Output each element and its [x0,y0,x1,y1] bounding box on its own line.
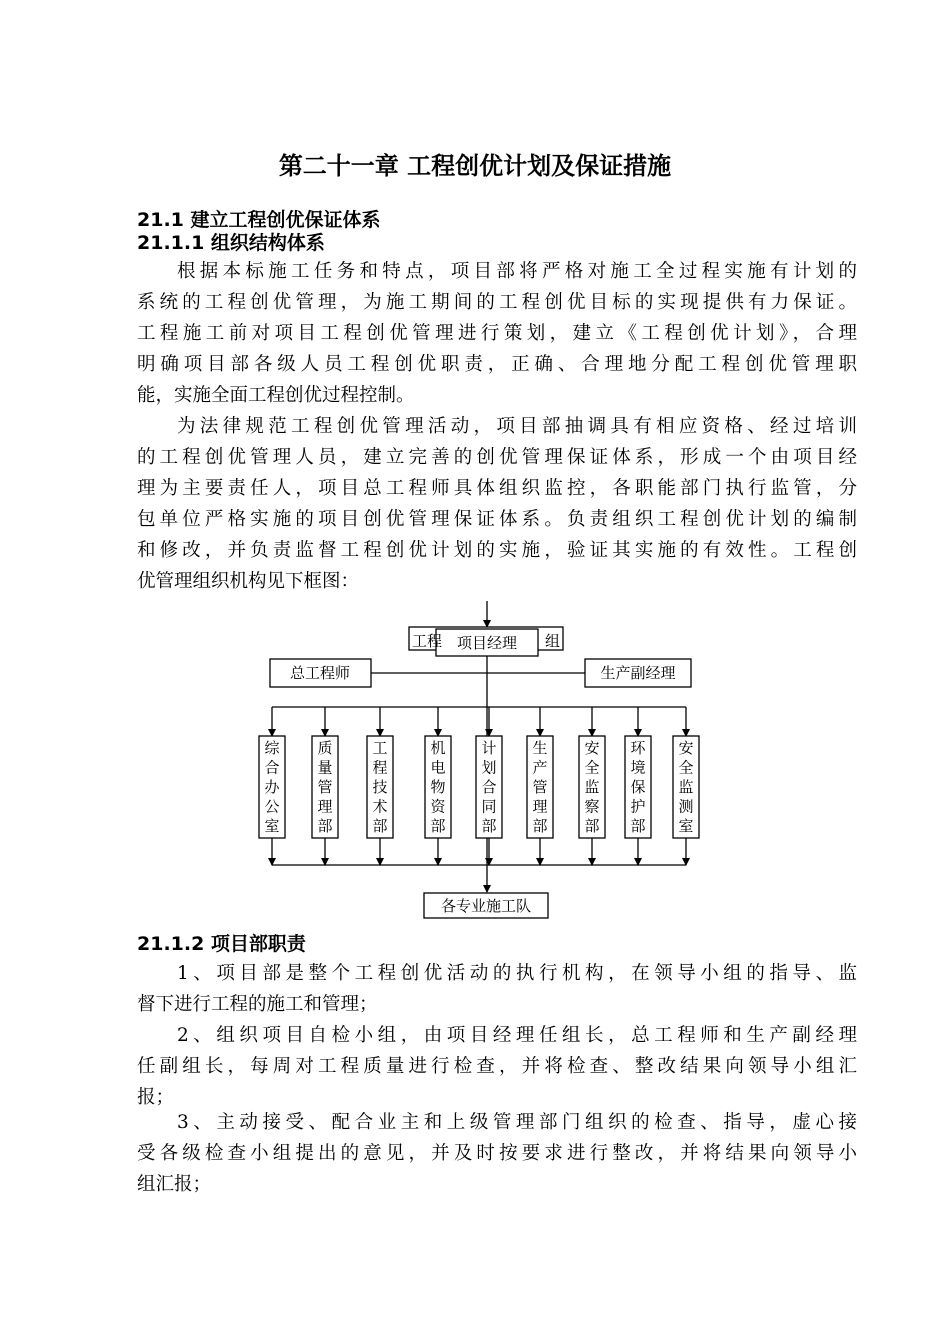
paragraph-line: 组汇报； [137,1174,212,1195]
department-label: 安全监察部 [584,739,600,835]
paragraph-line: 能，实施全面工程创优过程控制。 [137,385,415,406]
project-manager-label: 项目经理 [456,634,518,652]
paragraph-line: 和修改，并负责监督工程创优计划的实施，验证其实施的有效性。工程创 [137,540,857,561]
department-label: 生产管理部 [532,739,548,835]
leadership-text-right: 组 [545,632,561,650]
department-label: 工程技术部 [372,739,388,835]
item-2 [137,1020,857,1113]
paragraph-line: 工程施工前对项目工程创优管理进行策划，建立《工程创优计划》，合理 [137,323,857,344]
chapter-title: 第二十一章 工程创优计划及保证措施 [278,152,672,180]
paragraph-line: 1、项目部是整个工程创优活动的执行机构，在领导小组的指导、监 [177,963,857,984]
department-label: 综合办公室 [264,739,280,835]
department-label: 安全监测室 [678,739,694,835]
paragraph-line: 系统的工程创优管理，为施工期间的工程创优目标的实现提供有力保证。 [137,292,857,313]
deputy-manager-label: 生产副经理 [600,664,676,682]
department-label: 机电物资部 [430,739,446,835]
chief-engineer-label: 总工程师 [289,664,351,682]
paragraph-line: 包单位严格实施的项目创优管理保证体系。负责组织工程创优计划的编制 [137,509,857,530]
item-1 [137,958,857,1020]
section-heading-21-1: 21.1 建立工程创优保证体系 [137,209,381,231]
paragraph-line: 的工程创优管理人员，建立完善的创优管理保证体系，形成一个由项目经 [137,447,857,468]
paragraph-line: 3、主动接受、配合业主和上级管理部门组织的检查、指导，虚心接 [177,1112,857,1133]
section-heading-21-1-1: 21.1.1 组织结构体系 [137,232,325,254]
paragraph-line: 明确项目部各级人员工程创优职责，正确、合理地分配工程创优管理职 [137,354,857,375]
paragraph-line: 优管理组织机构见下框图： [137,571,360,592]
paragraph-line: 任副组长，每周对工程质量进行检查，并将检查、整改结果向领导小组汇 [137,1056,857,1077]
paragraph-line: 受各级检查小组提出的意见，并及时按要求进行整改，并将结果向领导小 [137,1143,857,1164]
section-heading-21-1-2: 21.1.2 项目部职责 [137,933,306,955]
leadership-text-left: 工程 [412,632,443,650]
paragraph-line: 理为主要责任人，项目总工程师具体组织监控，各职能部门执行监管，分 [137,478,857,499]
department-label: 计划合同部 [481,739,497,835]
item-3 [137,1107,857,1200]
paragraph-line: 报； [137,1087,175,1108]
construction-teams-label: 各专业施工队 [440,897,532,915]
paragraph-line: 督下进行工程的施工和管理； [137,994,378,1015]
paragraph-line: 2、组织项目自检小组，由项目经理任组长，总工程师和生产副经理 [177,1025,857,1046]
department-label: 环境保护部 [630,739,646,835]
paragraph-line: 根据本标施工任务和特点，项目部将严格对施工全过程实施有计划的 [177,261,857,282]
department-label: 质量管理部 [317,739,333,835]
paragraph-line: 为法律规范工程创优管理活动，项目部抽调具有相应资格、经过培训 [177,416,857,437]
department-boxes [259,707,699,865]
